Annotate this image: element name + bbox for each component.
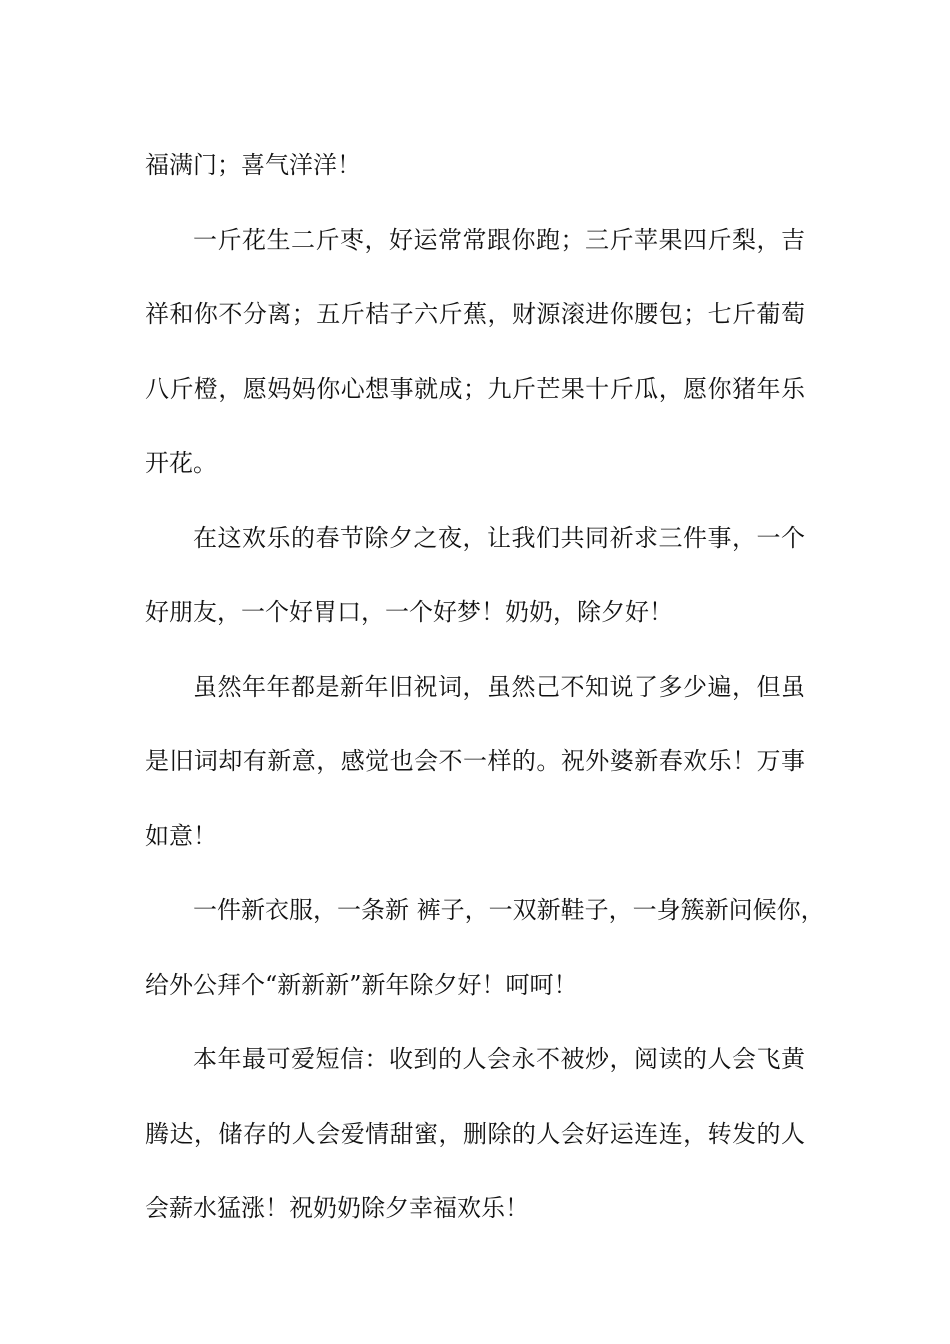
paragraph-first-line: 一斤花生二斤枣，好运常常跟你跑；三斤苹果四斤梨，吉 <box>193 225 805 254</box>
document-body <box>145 128 825 1246</box>
text-line: 福满门；喜气洋洋！ <box>145 151 361 179</box>
text-line: 八斤橙，愿妈妈你心想事就成；九斤芒果十斤瓜，愿你猪年乐 <box>145 374 805 403</box>
text-line: 腾达，储存的人会爱情甜蜜，删除的人会好运连连，转发的人 <box>145 1119 805 1148</box>
text-line: 好朋友，一个好胃口，一个好梦！奶奶，除夕好！ <box>145 598 673 626</box>
text-line: 给外公拜个“新新新”新年除夕好！呵呵！ <box>145 970 578 999</box>
text-line: 会薪水猛涨！祝奶奶除夕幸福欢乐！ <box>145 1194 529 1222</box>
text-line: 是旧词却有新意，感觉也会不一样的。祝外婆新春欢乐！万事 <box>145 747 805 775</box>
paragraph-first-line: 在这欢乐的春节除夕之夜，让我们共同祈求三件事，一个 <box>193 523 805 552</box>
text-line: 开花。 <box>145 449 217 477</box>
text-line: 如意！ <box>145 821 217 850</box>
paragraph-first-line: 本年最可爱短信：收到的人会永不被炒，阅读的人会飞黄 <box>193 1045 805 1073</box>
text-line: 祥和你不分离；五斤桔子六斤蕉，财源滚进你腰包；七斤葡萄 <box>145 300 805 328</box>
paragraph-first-line: 一件新衣服，一条新 裤子，一双新鞋子，一身簇新问候你， <box>193 896 825 924</box>
paragraph-first-line: 虽然年年都是新年旧祝词，虽然己不知说了多少遍，但虽 <box>193 672 805 701</box>
